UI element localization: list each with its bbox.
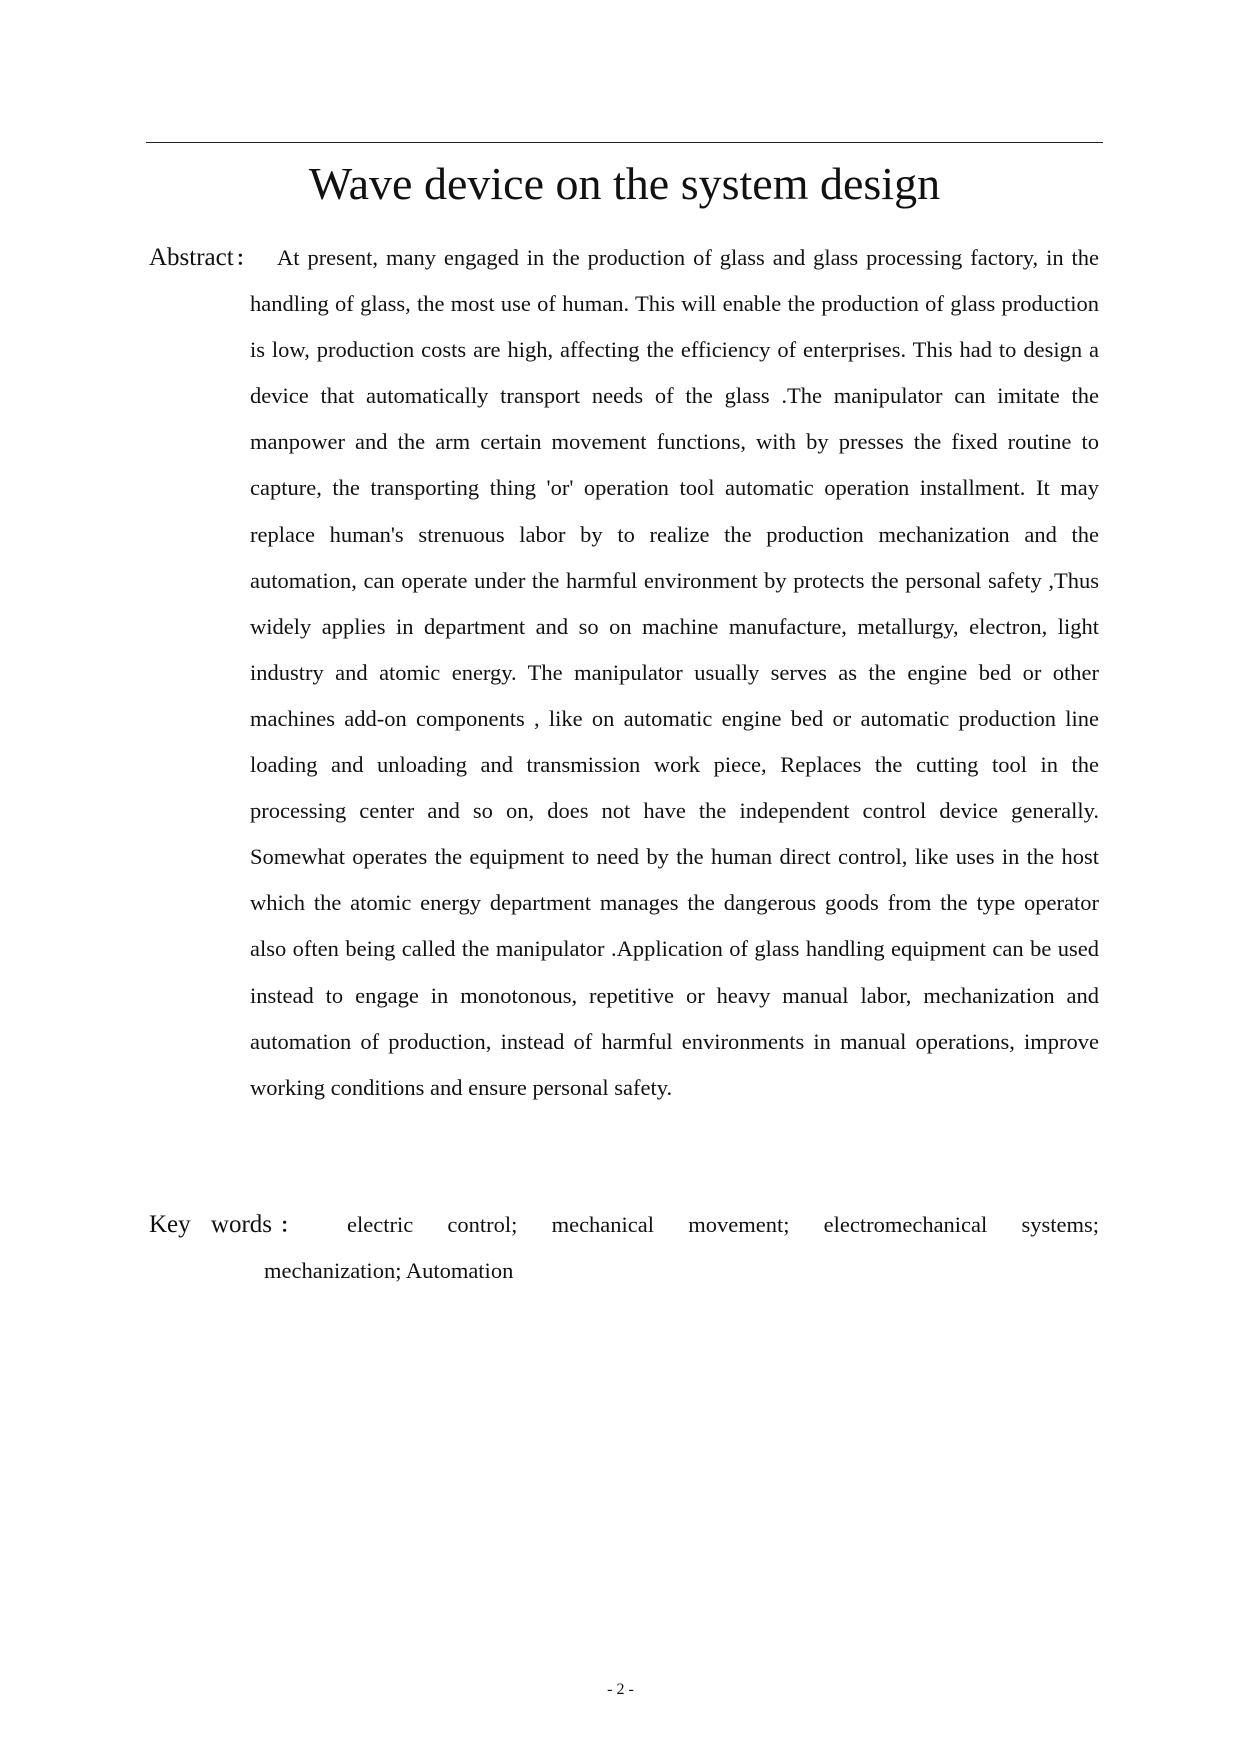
abstract-section bbox=[149, 235, 1099, 1111]
document-title: Wave device on the system design bbox=[308, 158, 941, 209]
abstract-text: At present, many engaged in the production of glass and glass processing factory, in the handling of glass, the most use of human. This will enable the production of glass production is low, production costs are high, affecting the efficiency of enterprises. This had to design a device that automatically transport needs of the glass .The manipulator can imitate the manpower and the arm certain movement functions, with by presses the fixed routine to capture, the transporting thing 'or' operation tool automatic operation installment. It may replace human's strenuous labor by to realize the production mechanization and the automation, can operate under the harmful environment by protects the personal safety ,Thus widely applies in department and so on machine manufacture, metallurgy, electron, light industry and atomic energy. The manipulator usually serves as the engine bed or other machines add-on components , like on automatic engine bed or automatic production line loading and unloading and transmission work piece, Replaces the cutting tool in the processing center and so on, does not have the independent control device generally. Somewhat operates the equipment to need by the human direct control, like uses in the host which the atomic energy department manages the dangerous goods from the type operator also often being called the manipulator .Application of glass handling equipment can be used instead to engage in monotonous, repetitive or heavy manual labor, mechanization and automation of production, instead of harmful environments in manual operations, improve working conditions and ensure personal safety. bbox=[250, 245, 1099, 1100]
abstract-label-group bbox=[149, 235, 256, 281]
keywords-text: electric control; mechanical movement; electromechanical systems; mechanization; Automation bbox=[264, 1212, 1099, 1283]
keywords-label-group bbox=[149, 1202, 300, 1248]
keywords-section bbox=[149, 1202, 1099, 1294]
keywords-colon: ： bbox=[280, 1213, 301, 1237]
page-number: - 2 - bbox=[607, 1681, 634, 1698]
header-rule bbox=[146, 142, 1103, 143]
abstract-label: Abstract bbox=[149, 244, 234, 271]
abstract-colon: ： bbox=[235, 246, 256, 270]
keywords-label: Key words bbox=[149, 1211, 273, 1238]
